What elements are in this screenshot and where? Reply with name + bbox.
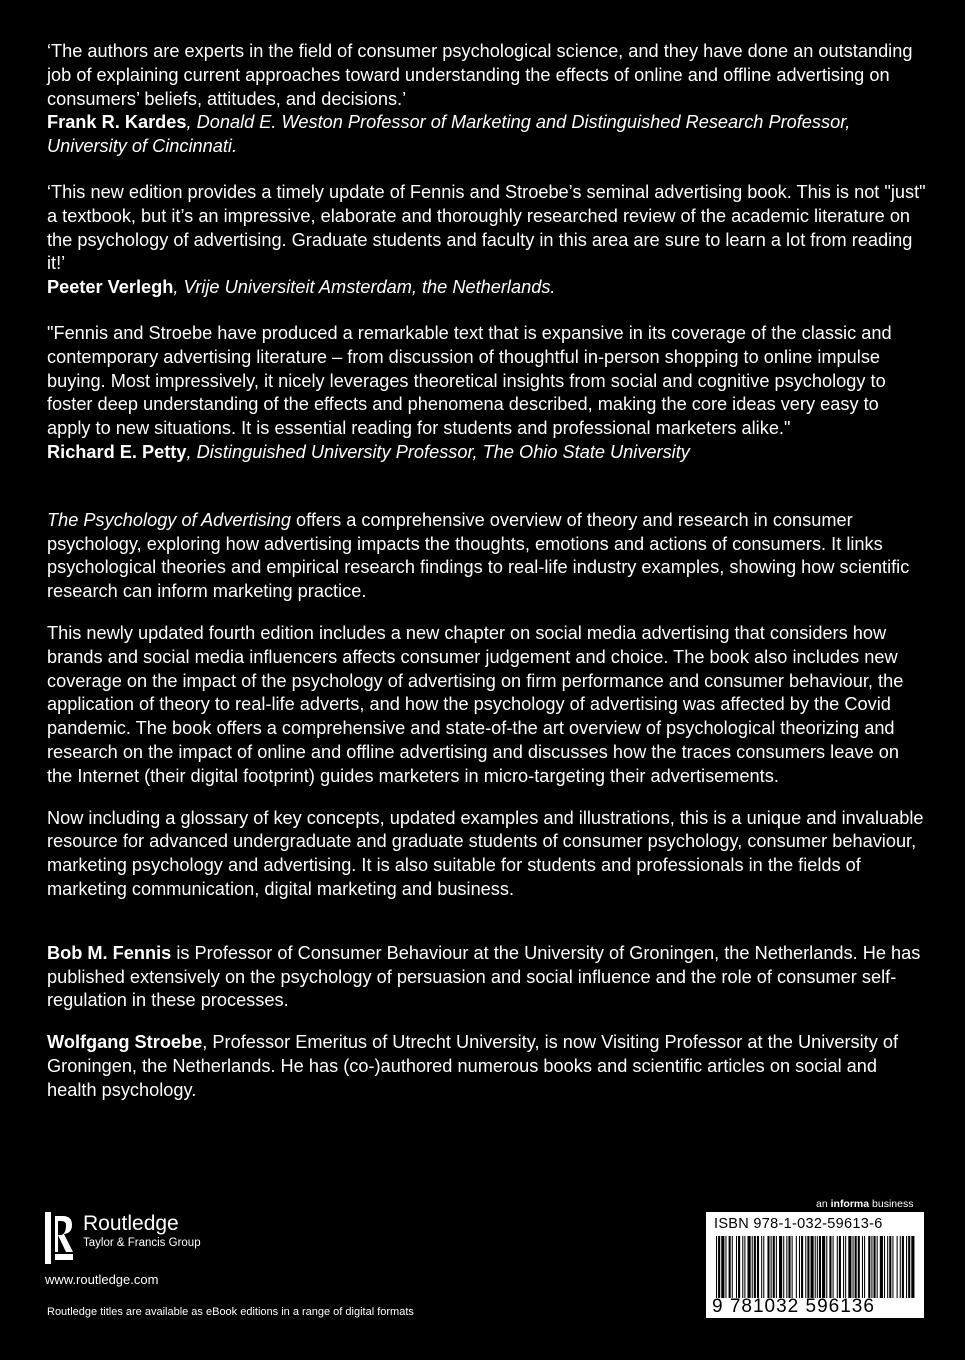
barcode-bar: [833, 1236, 834, 1298]
review-attribution: [47, 441, 927, 465]
reviewer-title: , Donald E. Weston Professor of Marketing and Distinguished Research Professor, University of Cincinnati.: [47, 112, 851, 157]
publisher-logo: [45, 1212, 201, 1264]
review-quote: ‘This new edition provides a timely update of Fennis and Stroebe’s seminal advertising book. This is not "just" a textbook, but it’s an impressive, elaborate and thoroughly researched review of the academic literature on the psychology of advertising. Graduate students and faculty in this area are sure to learn a lot from reading it!’: [47, 181, 926, 274]
barcode-bars: [714, 1236, 916, 1298]
publisher-url: www.routledge.com: [45, 1272, 159, 1287]
barcode-bar: [738, 1236, 740, 1298]
barcode-bar: [884, 1236, 885, 1298]
barcode-bar: [799, 1236, 800, 1298]
isbn-number: ISBN 978-1-032-59613-6: [714, 1216, 883, 1232]
barcode-bar: [776, 1236, 777, 1298]
barcode-digits: 9 781032 596136: [712, 1296, 875, 1317]
barcode-bar: [736, 1236, 737, 1298]
barcode-bar: [868, 1236, 870, 1298]
review-quote: ‘The authors are experts in the field of consumer psychological science, and they have done an outstanding job of explaining current approaches toward understanding the effects of online and offline advertising on consumers’ beliefs, attitudes, and decisions.’: [47, 41, 913, 109]
barcode-bar: [792, 1236, 793, 1298]
author-bio: [47, 942, 927, 1013]
barcode-bar: [744, 1236, 745, 1298]
spacer: [47, 920, 927, 942]
barcode-bar: [900, 1236, 901, 1298]
barcode-bar: [807, 1236, 809, 1298]
barcode-bar: [897, 1236, 898, 1298]
barcode-bar: [729, 1236, 731, 1298]
barcode-bar: [887, 1236, 888, 1298]
publisher-name: Routledge: [83, 1212, 179, 1235]
reviewer-name: Richard E. Petty: [47, 441, 187, 462]
description-paragraph: [47, 509, 927, 604]
informa-brand: informa: [830, 1198, 870, 1210]
barcode-bar: [752, 1236, 753, 1298]
reviewer-title: , Distinguished University Professor, The Ohio State University: [186, 441, 690, 462]
barcode-bar: [908, 1236, 910, 1298]
barcode-bar: [779, 1236, 782, 1298]
barcode-bar: [845, 1236, 846, 1298]
routledge-logo-icon: [45, 1212, 75, 1264]
author-name: Bob M. Fennis: [47, 942, 172, 963]
barcode-bar: [742, 1236, 743, 1298]
barcode-bar: [877, 1236, 878, 1298]
barcode-bar: [718, 1236, 720, 1298]
barcode-bar: [721, 1236, 724, 1298]
barcode-bar: [817, 1236, 818, 1298]
barcode-bar: [843, 1236, 844, 1298]
barcode-bar: [815, 1236, 816, 1298]
barcode-bar: [783, 1236, 784, 1298]
barcode-bar: [871, 1236, 872, 1298]
publisher-group: Taylor & Francis Group: [83, 1237, 201, 1249]
barcode-bar: [906, 1236, 907, 1298]
author-bio-text: is Professor of Consumer Behaviour at the University of Groningen, the Netherlands. He has published extensively on the psychology of persuasion and social influence and the role of consumer self-regulation in these processes.: [47, 942, 921, 1011]
review-attribution: [47, 276, 927, 300]
barcode-bar: [801, 1236, 803, 1298]
barcode-bar: [716, 1236, 717, 1298]
barcode-bar: [757, 1236, 759, 1298]
barcode-bar: [796, 1236, 797, 1298]
description-text: offers a comprehensive overview of theory and research in consumer psychology, exploring how advertising impacts the thoughts, emotions and actions of consumers. It links psychological theories and empirical research findings to real-life industry examples, showing how scientific research can inform marketing practice.: [47, 509, 910, 602]
barcode-bar: [829, 1236, 831, 1298]
barcode-bar: [858, 1236, 860, 1298]
informa-prefix: an: [816, 1198, 828, 1210]
barcode-bar: [773, 1236, 775, 1298]
barcode-bar: [748, 1236, 751, 1298]
barcode-bar: [864, 1236, 865, 1298]
barcode-bar: [911, 1236, 914, 1298]
barcode-bar: [892, 1236, 893, 1298]
text-column: [47, 40, 927, 1120]
isbn-barcode: [706, 1212, 924, 1318]
review-quote: "Fennis and Stroebe have produced a remarkable text that is expansive in its coverage of the classic and contemporary advertising literature – from discussion of thoughtful in-person shopping to online impulse buying. Most impressively, it nicely leverages theoretical insights from social and cognitive psychology to foster deep understanding of the effects and phenomena described, making the core ideas very easy to apply to new situations. It is essential reading for students and professional marketers alike.": [47, 322, 892, 439]
spacer: [47, 487, 927, 509]
ebook-note: Routledge titles are available as eBook editions in a range of digital formats: [47, 1306, 414, 1318]
barcode-bar: [839, 1236, 841, 1298]
barcode-bar: [771, 1236, 772, 1298]
description-paragraph: This newly updated fourth edition includes a new chapter on social media advertising that considers how brands and social media influencers affects consumer judgement and choice. The book also includes new coverage on the impact of the psychology of advertising on firm performance and consumer behaviour, the application of theory to real-life adverts, and how the psychology of advertising was affected by the Covid pandemic. The book offers a comprehensive and state-of-the art overview of psychological theorizing and research on the impact of online and offline advertising and discusses how the traces consumers leave on the Internet (their digital footprint) guides marketers in micro-targeting their advertisements.: [47, 622, 904, 786]
barcode-bar: [786, 1236, 787, 1298]
barcode-bar: [732, 1236, 733, 1298]
barcode-bar: [763, 1236, 764, 1298]
barcode-bar: [853, 1236, 854, 1298]
barcode-bar: [819, 1236, 821, 1298]
barcode-bar: [889, 1236, 891, 1298]
barcode-bar: [826, 1236, 827, 1298]
book-title: The Psychology of Advertising: [47, 509, 291, 530]
barcode-bar: [767, 1236, 769, 1298]
barcode-bar: [848, 1236, 851, 1298]
author-name: Wolfgang Stroebe: [47, 1032, 203, 1053]
barcode-bar: [788, 1236, 790, 1298]
barcode-bar: [805, 1236, 806, 1298]
review-attribution: [47, 111, 927, 159]
description-paragraph: Now including a glossary of key concepts, updated examples and illustrations, this is a unique and invaluable resource for advanced undergraduate and graduate students of consumer psychology, consumer behaviour, marketing psychology and advertising. It is also suitable for students and professionals in the fields of marketing communication, digital marketing and business.: [47, 807, 924, 899]
barcode-bar: [811, 1236, 814, 1298]
barcode-bar: [862, 1236, 863, 1298]
barcode-bar: [837, 1236, 838, 1298]
reviewer-name: Peeter Verlegh: [47, 277, 174, 298]
reviewer-title: , Vrije Universiteit Amsterdam, the Netherlands.: [173, 277, 556, 298]
author-bio-text: , Professor Emeritus of Utrecht University, is now Visiting Professor at the University of Groningen, the Netherlands. He has (co-)authored numerous books and scientific articles on social and health psychology.: [47, 1032, 899, 1100]
barcode-bar: [902, 1236, 904, 1298]
informa-tag: [816, 1198, 914, 1210]
reviewer-name: Frank R. Kardes: [47, 112, 187, 133]
barcode-bar: [754, 1236, 756, 1298]
barcode-bar: [725, 1236, 726, 1298]
author-bio: [47, 1031, 927, 1102]
barcode-bar: [855, 1236, 857, 1298]
barcode-bar: [822, 1236, 825, 1298]
barcode-bar: [874, 1236, 876, 1298]
publisher-block: [45, 1212, 201, 1287]
barcode-bar: [761, 1236, 762, 1298]
publisher-wordmark: [83, 1212, 201, 1250]
informa-suffix: business: [872, 1198, 914, 1210]
barcode-bar: [880, 1236, 883, 1298]
